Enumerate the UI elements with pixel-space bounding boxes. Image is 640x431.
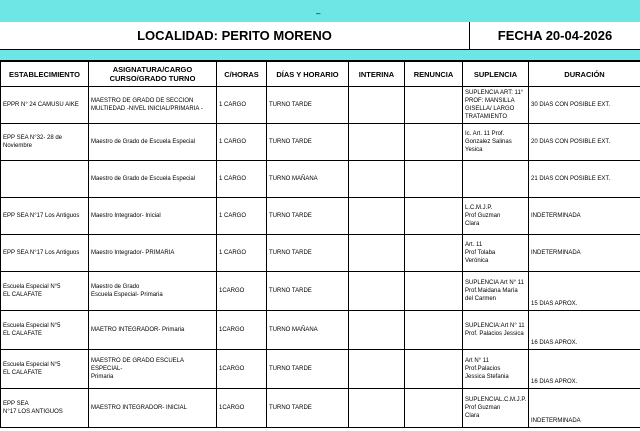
cell-renuncia [405,272,463,311]
title-row [0,22,640,50]
cell-renuncia [405,124,463,161]
cell-renuncia [405,198,463,235]
cell-establecimiento: EPP SEA N°17 LOS ANTIGUOS [1,389,89,428]
vacancy-table [0,61,640,428]
localidad-title: LOCALIDAD: PERITO MORENO [0,22,470,49]
cell-establecimiento: Escuela Especial N°5 EL CALAFATE [1,350,89,389]
cell-renuncia [405,350,463,389]
table-row [1,272,640,311]
cell-establecimiento: EPP SEA N°32- 28 de Noviembre [1,124,89,161]
cell-dias: TURNO TARDE [267,389,349,428]
cell-establecimiento: Escuela Especial N°5 EL CALAFATE [1,272,89,311]
cell-duracion: INDETERMINADA [529,389,640,428]
cell-asignatura: Maestro de Grado de Escuela Especial [89,124,217,161]
cell-horas: 1CARGO [217,272,267,311]
cell-dias: TURNO TARDE [267,198,349,235]
cell-interina [349,389,405,428]
cell-suplencia: L.C.M.J.P. Prof Guzman Clara [463,198,529,235]
cell-interina [349,198,405,235]
cell-interina [349,272,405,311]
cell-horas: 1 CARGO [217,87,267,124]
cell-interina [349,124,405,161]
cell-horas: 1 CARGO [217,198,267,235]
cell-duracion: 21 DIAS CON POSIBLE EXT. [529,161,640,198]
cell-horas: 1 CARGO [217,124,267,161]
cell-dias: TURNO TARDE [267,272,349,311]
header-suplencia: SUPLENCIA [463,62,529,87]
cell-horas: 1 CARGO [217,235,267,272]
cell-duracion: INDETERMINADA [529,235,640,272]
cell-asignatura: MAESTRO DE GRADO ESCUELA ESPECIAL- Primaria [89,350,217,389]
cell-asignatura: MAESTRO DE GRADO DE SECCION MULTIEDAD -NIVEL INICIAL/PRIMARIA - [89,87,217,124]
cell-horas: 1CARGO [217,311,267,350]
separator-band [0,50,640,61]
cell-dias: TURNO TARDE [267,235,349,272]
cell-suplencia: SUPLENCIA ART: 11° PROF: MANSILLA GISELLA/ LARGO TRATAMIENTO [463,87,529,124]
header-row [1,62,640,87]
table-row [1,87,640,124]
header-horas: C/HORAS [217,62,267,87]
cell-horas: 1CARGO [217,389,267,428]
table-row [1,235,640,272]
cell-duracion: 15 DIAS APROX. [529,272,640,311]
cell-interina [349,161,405,198]
top-band [0,0,640,23]
cell-suplencia: SUPLENCIA Art N° 11 Prof.Maidana María del Carmen [463,272,529,311]
cell-suplencia: Art N° 11 Prof.Palacios Jessica Stefania [463,350,529,389]
cell-duracion: 16 DIAS APROX. [529,350,640,389]
cell-asignatura: Maestro Integrador- PRIMARIA [89,235,217,272]
cell-dias: TURNO TARDE [267,87,349,124]
cell-suplencia: Ic. Art. 11 Prof. Gonzalez Salinas Yesica [463,124,529,161]
cell-establecimiento: Escuela Especial N°5 EL CALAFATE [1,311,89,350]
fecha-title: FECHA 20-04-2026 [497,28,613,43]
cell-asignatura: Maestro de Grado de Escuela Especial [89,161,217,198]
cell-dias: TURNO MAÑANA [267,161,349,198]
cell-asignatura: Maestro de Grado Escuela Especial- Primaria [89,272,217,311]
table-row [1,161,640,198]
cell-suplencia [463,161,529,198]
top-mark: – [316,9,321,18]
cell-suplencia: Art. 11 Prof Tolaba Verónica [463,235,529,272]
header-interina: INTERINA [349,62,405,87]
cell-dias: TURNO MAÑANA [267,311,349,350]
table-row [1,124,640,161]
cell-establecimiento: EPPR N° 24 CAMUSU AIKE [1,87,89,124]
cell-renuncia [405,235,463,272]
cell-asignatura: MAETRO INTEGRADOR- Primaria [89,311,217,350]
cell-renuncia [405,311,463,350]
table-row [1,350,640,389]
table-row [1,389,640,428]
cell-duracion: 20 DIAS CON POSIBLE EXT. [529,124,640,161]
cell-suplencia: SUPLENCIA:Art N° 11 Prof. Palacios Jessica [463,311,529,350]
header-renuncia: RENUNCIA [405,62,463,87]
cell-horas: 1CARGO [217,350,267,389]
cell-establecimiento: EPP SEA N°17 Los Antiguos [1,198,89,235]
cell-interina [349,350,405,389]
cell-interina [349,311,405,350]
header-establecimiento: ESTABLECIMIENTO [1,62,89,87]
cell-renuncia [405,389,463,428]
table-row [1,198,640,235]
header-duracion: DURACIÓN [529,62,640,87]
cell-establecimiento [1,161,89,198]
cell-suplencia: SUPLENCIAL.C.M.J.P. Prof Guzman Clara [463,389,529,428]
cell-renuncia [405,161,463,198]
cell-renuncia [405,87,463,124]
cell-asignatura: Maestro Integrador- Inicial [89,198,217,235]
cell-interina [349,235,405,272]
header-asignatura: ASIGNATURA/CARGO CURSO/GRADO TURNO [89,62,217,87]
cell-dias: TURNO TARDE [267,350,349,389]
table-row [1,311,640,350]
cell-dias: TURNO TARDE [267,124,349,161]
cell-horas: 1 CARGO [217,161,267,198]
cell-duracion: 30 DIAS CON POSIBLE EXT. [529,87,640,124]
cell-asignatura: MAESTRO INTEGRADOR- INICIAL [89,389,217,428]
header-dias: DÍAS Y HORARIO [267,62,349,87]
cell-duracion: INDETERMINADA [529,198,640,235]
cell-duracion: 16 DIAS APROX. [529,311,640,350]
cell-establecimiento: EPP SEA N°17 Los Antiguos [1,235,89,272]
cell-interina [349,87,405,124]
